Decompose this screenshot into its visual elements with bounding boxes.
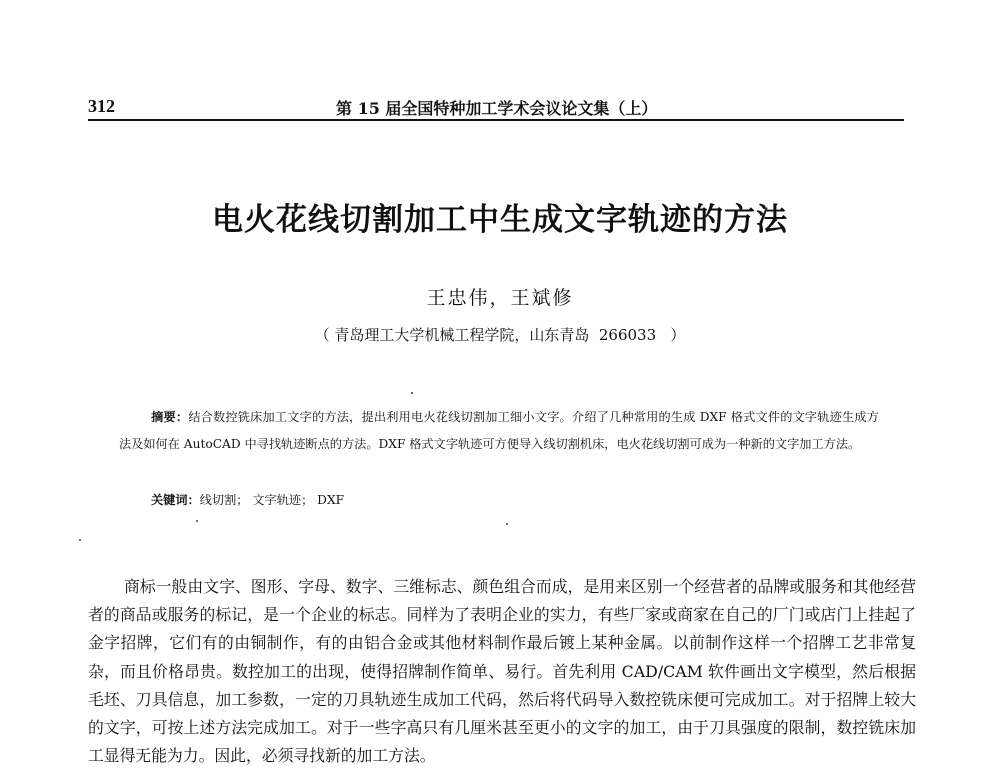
keywords-text: 线切割； 文字轨迹； DXF (199, 493, 345, 507)
paper-title: 电火花线切割加工中生成文字轨迹的方法 (212, 202, 788, 238)
body-paragraph-text: 商标一般由文字、图形、字母、数字、三维标志、颜色组合而成，是用来区别一个经营者的品牌或服务和其他经营者的商品或服务的标记，是一个企业的标志。同样为了表明企业的实力，有些厂家或商家在自己的厂门或店门上挂起了金字招牌，它们有的由铜制作，有的由铝合金或其他材料制作最后镀上某种金属。以前制作这样一个招牌工艺非常复杂，而且价格昂贵。数控加工的出现，使得招牌制作简单、易行。首先利用 CAD/CAM 软件画出文字模型，然后根据毛坯、刀具信息，加工参数，一定的刀具轨迹生成加工代码，然后将代码导入数控铣床便可完成加工。对于招牌上较大的文字，可按上述方法完成加工。对于一些字高只有几厘米甚至更小的文字的加工，由于刀具强度的限制，数控铣床加工显得无能为力。因此，必须寻找新的加工方法。 (88, 577, 916, 766)
author-affiliation: （ 青岛理工大学机械工程学院，山东青岛 266033 ） (314, 326, 686, 344)
paper-authors: 王忠伟，王斌修 (426, 287, 574, 309)
body-paragraph (88, 573, 916, 770)
scan-speck (196, 520, 198, 522)
scan-speck (79, 539, 81, 541)
scan-speck (506, 523, 508, 525)
scan-speck (411, 392, 413, 394)
journal-title: 第 15 届全国特种加工学术会议论文集（上） (336, 99, 658, 118)
keywords (151, 491, 344, 508)
abstract-text: 结合数控铣床加工文字的方法，提出利用电火花线切割加工细小文字。介绍了几种常用的生成 DXF 格式文件的文字轨迹生成方法及如何在 AutoCAD 中寻找轨迹断点的方法。DXF 格式文字轨迹可方便导入线切割机床，电火花线切割可成为一种新的文字加工方法。 (119, 410, 879, 451)
page-number: 312 (88, 96, 115, 116)
keywords-label: 关键词： (151, 493, 200, 507)
abstract-label: 摘要： (151, 410, 189, 424)
running-header (88, 96, 908, 118)
abstract (119, 404, 879, 458)
header-rule (88, 119, 904, 121)
